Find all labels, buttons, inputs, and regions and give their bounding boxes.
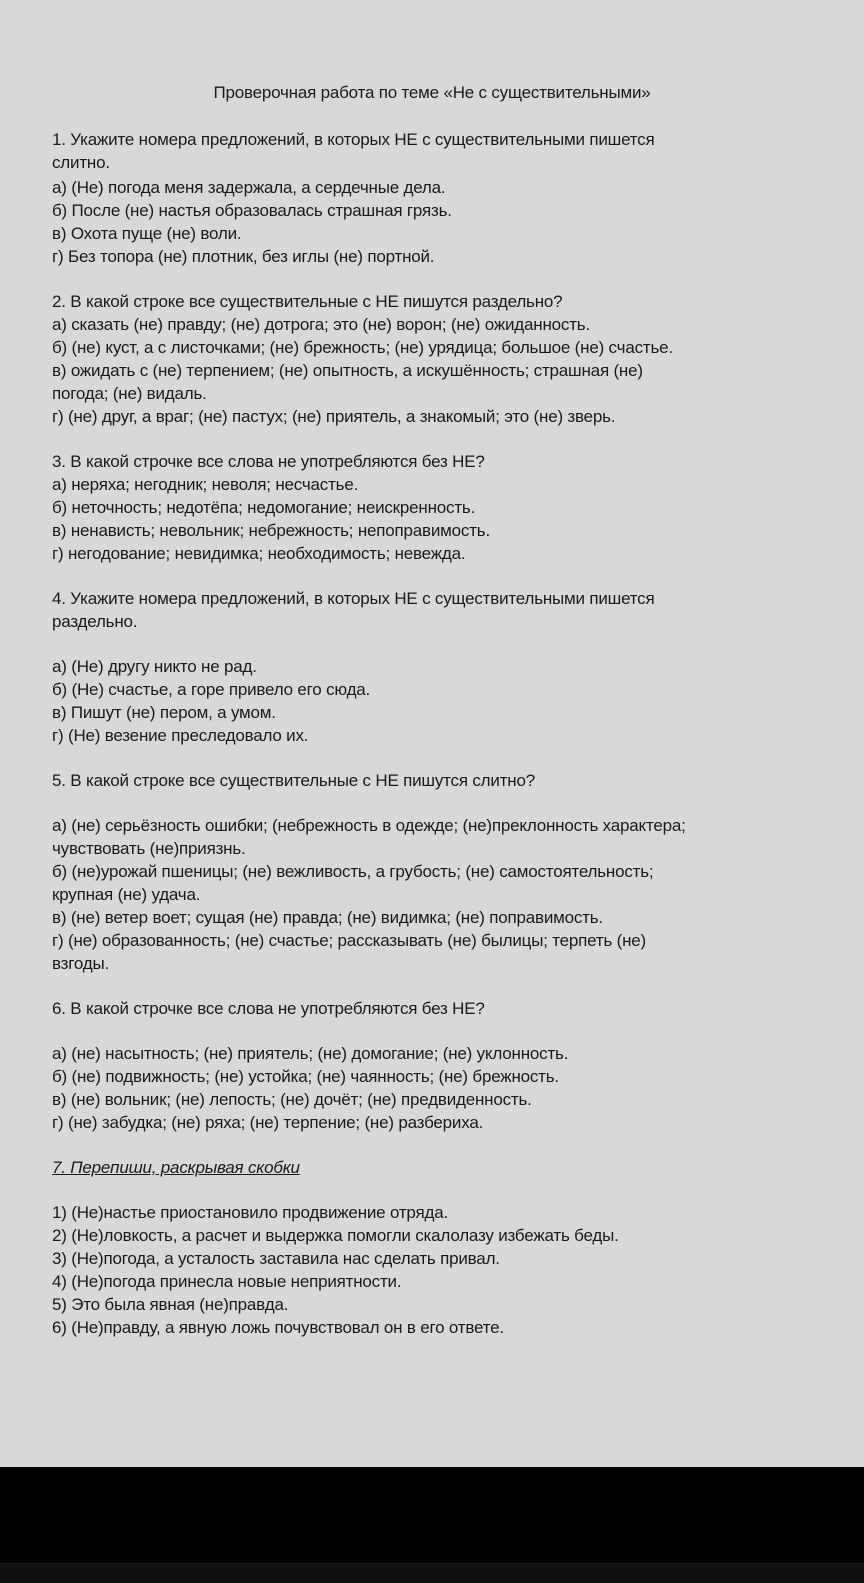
option: чувствовать (не)приязнь. xyxy=(52,839,246,858)
option: а) (не) серьёзность ошибки; (небрежность в одежде; (не)преклонность характера; xyxy=(52,816,686,835)
option: б) После (не) настья образовалась страшная грязь. xyxy=(52,201,452,220)
option: в) (не) вольник; (не) лепость; (не) дочёт; (не) предвиденность. xyxy=(52,1090,532,1109)
option: г) Без топора (не) плотник, без иглы (не) портной. xyxy=(52,247,435,266)
bottom-bar xyxy=(0,1563,864,1583)
question-6 xyxy=(52,997,852,1134)
question-text: 4. Укажите номера предложений, в которых НЕ с существительными пишется xyxy=(52,589,655,608)
question-text: слитно. xyxy=(52,153,110,172)
sentence: 1) (Не)настье приостановило продвижение отряда. xyxy=(52,1203,448,1222)
option: г) (Не) везение преследовало их. xyxy=(52,726,309,745)
question-text: раздельно. xyxy=(52,612,138,631)
question-text: 2. В какой строке все существительные с НЕ пишутся раздельно? xyxy=(52,292,563,311)
question-1 xyxy=(52,128,852,268)
sentence: 6) (Не)правду, а явную ложь почувствовал он в его ответе. xyxy=(52,1318,504,1337)
option: б) неточность; недотёпа; недомогание; неискренность. xyxy=(52,498,476,517)
question-7 xyxy=(52,1156,852,1339)
option: б) (не)урожай пшеницы; (не) вежливость, а грубость; (не) самостоятельность; xyxy=(52,862,654,881)
option: б) (не) куст, а с листочками; (не) брежность; (не) урядица; большое (не) счастье. xyxy=(52,338,673,357)
option: погода; (не) видаль. xyxy=(52,384,207,403)
black-letterbox xyxy=(0,1467,864,1563)
sentence: 5) Это была явная (не)правда. xyxy=(52,1295,289,1314)
option: в) ожидать с (не) терпением; (не) опытность, а искушённость; страшная (не) xyxy=(52,361,643,380)
question-5 xyxy=(52,769,852,975)
option: в) Пишут (не) пером, а умом. xyxy=(52,703,276,722)
question-4 xyxy=(52,587,852,747)
question-text: 3. В какой строчке все слова не употребляются без НЕ? xyxy=(52,452,485,471)
sentence: 2) (Не)ловкость, а расчет и выдержка помогли скалолазу избежать беды. xyxy=(52,1226,619,1245)
option: б) (Не) счастье, а горе привело его сюда. xyxy=(52,680,371,699)
question-2 xyxy=(52,290,852,428)
option: а) (Не) погода меня задержала, а сердечные дела. xyxy=(52,178,446,197)
task-heading: 7. Перепиши, раскрывая скобки xyxy=(52,1158,300,1177)
document-title: Проверочная работа по теме «Не с существительными» xyxy=(213,83,651,102)
question-text: 5. В какой строке все существительные с НЕ пишутся слитно? xyxy=(52,771,535,790)
sentence: 4) (Не)погода принесла новые неприятности. xyxy=(52,1272,402,1291)
sentence: 3) (Не)погода, а усталость заставила нас сделать привал. xyxy=(52,1249,500,1268)
option: г) (не) забудка; (не) ряха; (не) терпение; (не) разбериха. xyxy=(52,1113,484,1132)
option: в) Охота пуще (не) воли. xyxy=(52,224,242,243)
option: б) (не) подвижность; (не) устойка; (не) чаянность; (не) брежность. xyxy=(52,1067,559,1086)
option: а) (Не) другу никто не рад. xyxy=(52,657,257,676)
document-body xyxy=(52,128,852,1339)
option: а) сказать (не) правду; (не) дотрога; это (не) ворон; (не) ожиданность. xyxy=(52,315,590,334)
question-text: 6. В какой строчке все слова не употребляются без НЕ? xyxy=(52,999,485,1018)
option: взгоды. xyxy=(52,954,110,973)
option: крупная (не) удача. xyxy=(52,885,201,904)
option: г) (не) образованность; (не) счастье; рассказывать (не) былицы; терпеть (не) xyxy=(52,931,646,950)
question-3 xyxy=(52,450,852,565)
option: а) неряха; негодник; неволя; несчастье. xyxy=(52,475,359,494)
option: а) (не) насытность; (не) приятель; (не) домогание; (не) уклонность. xyxy=(52,1044,569,1063)
question-text: 1. Укажите номера предложений, в которых НЕ с существительными пишется xyxy=(52,130,655,149)
option: в) ненависть; невольник; небрежность; непоправимость. xyxy=(52,521,490,540)
option: г) (не) друг, а враг; (не) пастух; (не) приятель, а знакомый; это (не) зверь. xyxy=(52,407,616,426)
option: г) негодование; невидимка; необходимость; невежда. xyxy=(52,544,466,563)
option: в) (не) ветер воет; сущая (не) правда; (не) видимка; (не) поправимость. xyxy=(52,908,603,927)
